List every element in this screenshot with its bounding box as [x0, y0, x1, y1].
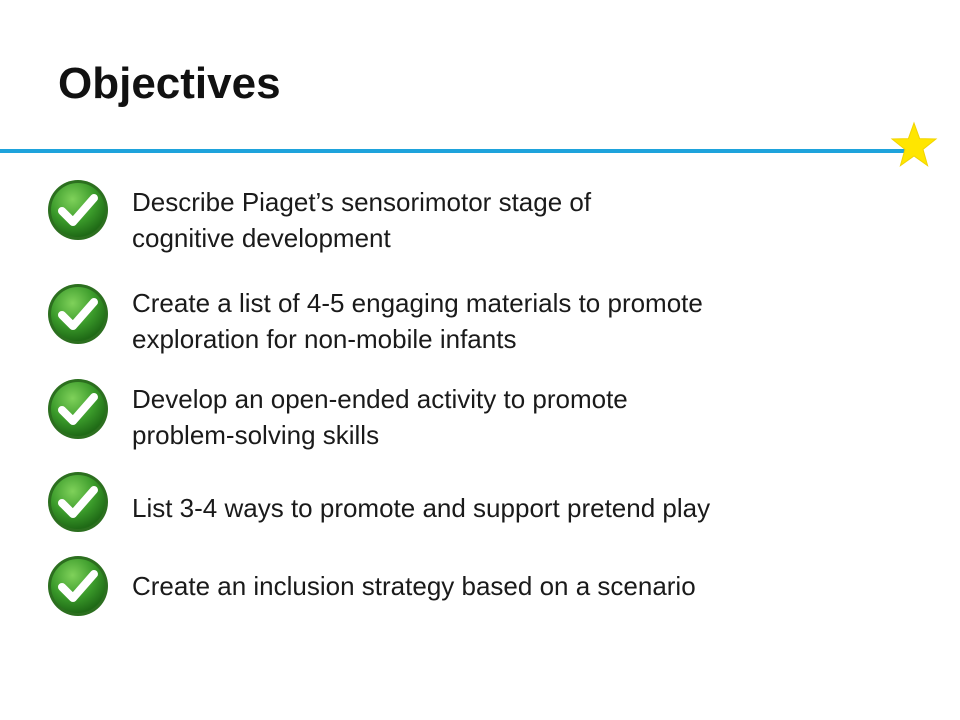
objective-line: Develop an open-ended activity to promote — [132, 384, 628, 414]
objective-item — [46, 178, 926, 253]
title-divider — [0, 149, 905, 153]
objective-item — [46, 470, 926, 540]
objective-text — [132, 568, 892, 604]
star-icon — [890, 121, 938, 169]
objective-line: Create a list of 4-5 engaging materials to promote — [132, 288, 703, 318]
objective-line: problem-solving skills — [132, 420, 380, 450]
checkmark-icon — [46, 282, 110, 346]
objective-line: cognitive development — [132, 223, 391, 253]
objective-line: exploration for non-mobile infants — [132, 324, 517, 354]
objective-item — [46, 554, 926, 624]
checkmark-icon — [46, 178, 110, 242]
checkmark-icon — [46, 377, 110, 441]
objective-text — [132, 381, 892, 453]
checkmark-icon — [46, 554, 110, 618]
objective-line: List 3-4 ways to promote and support pretend play — [132, 493, 711, 523]
slide-title: Objectives — [58, 59, 281, 108]
objective-text — [132, 184, 892, 256]
objective-text — [132, 490, 892, 526]
objective-text — [132, 285, 892, 357]
checkmark-icon — [46, 470, 110, 534]
objective-item — [46, 377, 926, 450]
objective-line: Create an inclusion strategy based on a scenario — [132, 571, 696, 601]
objective-line: Describe Piaget’s sensorimotor stage of — [132, 187, 592, 217]
objective-item — [46, 282, 926, 352]
